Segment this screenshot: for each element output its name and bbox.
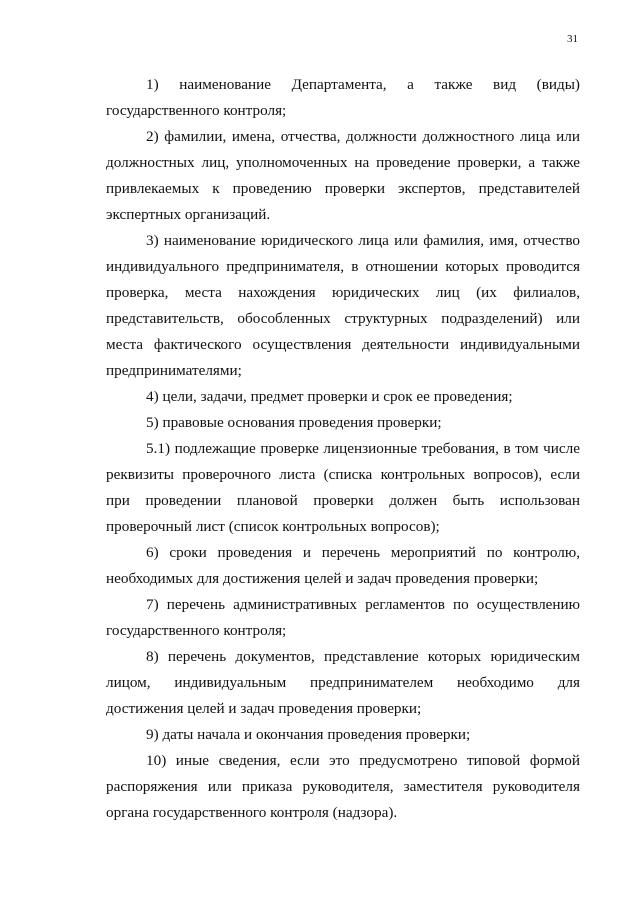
list-item-5: 5) правовые основания проведения проверки; [146, 414, 442, 431]
list-item-5-1: 5.1) подлежащие проверке лицензионные требования, в том числе реквизиты проверочного листа (списка контрольных вопросов), если при проведении плановой проверки должен быть использован проверочный лист (список контрольных вопросов); [106, 440, 580, 535]
list-item-1: 1) наименование Департамента, а также вид (виды) государственного контроля; [106, 76, 580, 119]
list-item-3: 3) наименование юридического лица или фамилия, имя, отчество индивидуального предпринимателя, в отношении которых проводится проверка, места нахождения юридических лиц (их филиалов, представительств, обособленных структурных подразделений) или места фактического осуществления деятельности индивидуальными предпринимателями; [106, 232, 580, 379]
list-item-6: 6) сроки проведения и перечень мероприятий по контролю, необходимых для достижения целей и задач проведения проверки; [106, 544, 580, 587]
document-body [106, 72, 580, 826]
list-item-10: 10) иные сведения, если это предусмотрено типовой формой распоряжения или приказа руководителя, заместителя руководителя органа государственного контроля (надзора). [106, 752, 580, 821]
list-item-9: 9) даты начала и окончания проведения проверки; [146, 726, 471, 743]
page-number: 31 [567, 33, 578, 45]
list-item-4: 4) цели, задачи, предмет проверки и срок ее проведения; [146, 388, 513, 405]
list-item-7: 7) перечень административных регламентов по осуществлению государственного контроля; [106, 596, 580, 639]
list-item-2: 2) фамилии, имена, отчества, должности должностного лица или должностных лиц, уполномоченных на проведение проверки, а также привлекаемых к проведению проверки экспертов, представителей экспертных организаций. [106, 128, 580, 223]
list-item-8: 8) перечень документов, представление которых юридическим лицом, индивидуальным предпринимателем необходимо для достижения целей и задач проведения проверки; [106, 648, 580, 717]
